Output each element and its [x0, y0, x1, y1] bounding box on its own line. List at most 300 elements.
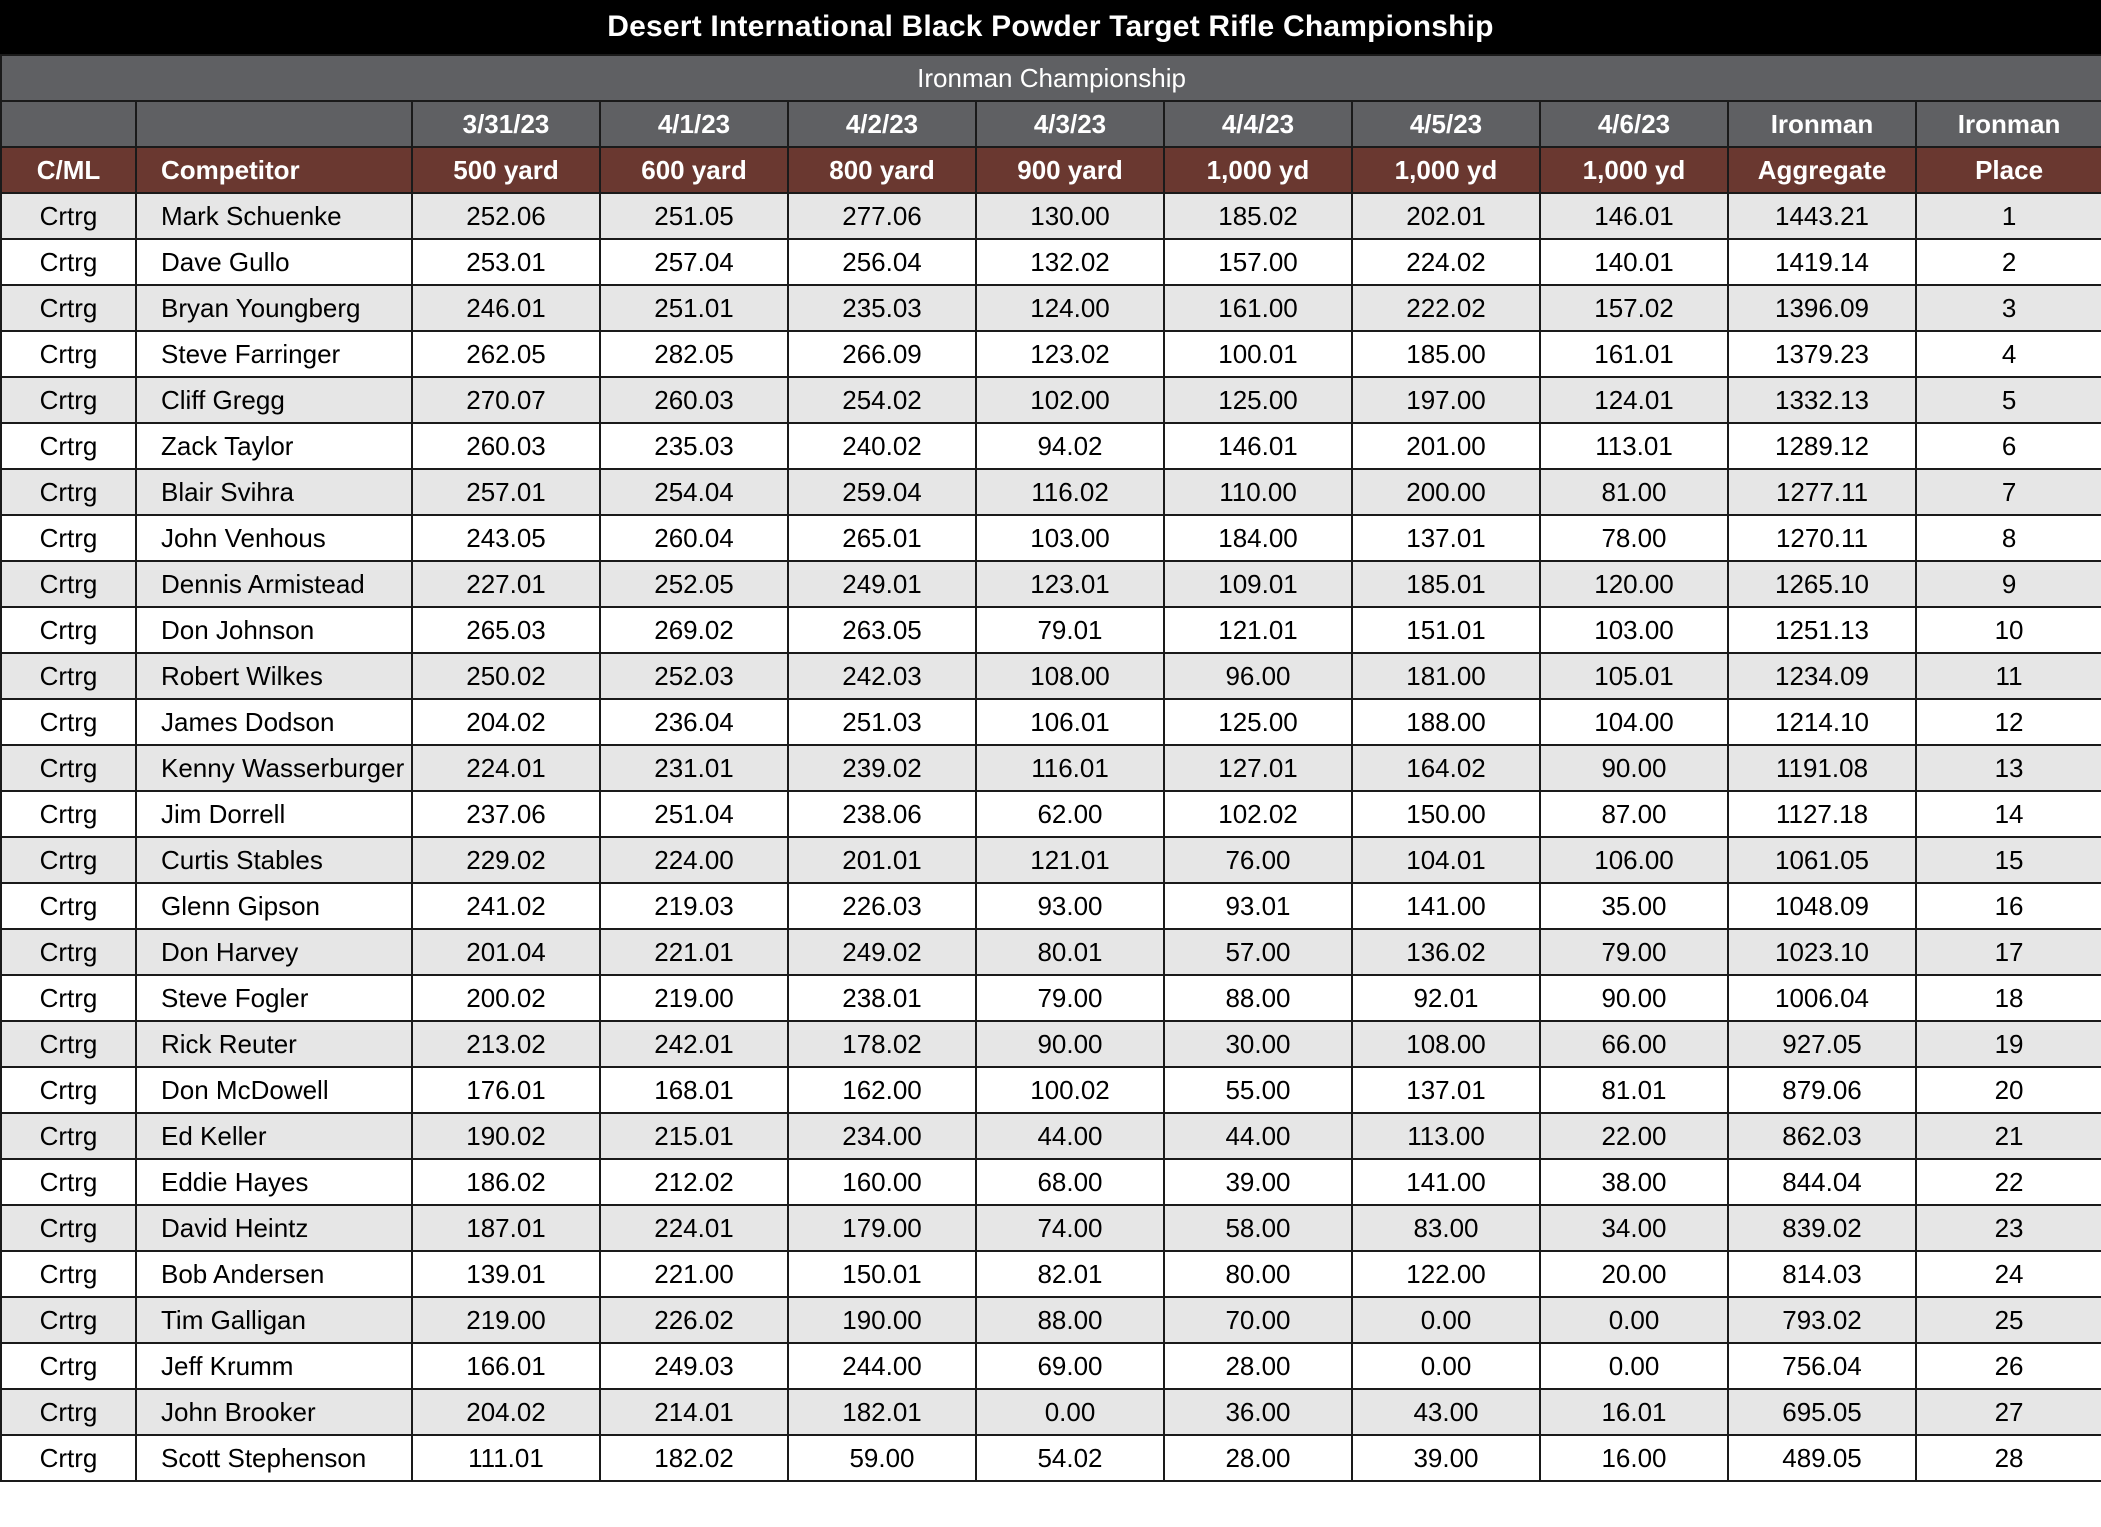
place-cell: 24: [1916, 1251, 2101, 1297]
table-row: [1, 285, 2101, 331]
score-1000-yd-day6-cell: 188.00: [1352, 699, 1540, 745]
score-800-yard-cell: 238.06: [788, 791, 976, 837]
score-1000-yd-day7-cell: 105.01: [1540, 653, 1728, 699]
score-600-yard-cell: 242.01: [600, 1021, 788, 1067]
score-1000-yd-day6-cell: 181.00: [1352, 653, 1540, 699]
place-cell: 23: [1916, 1205, 2101, 1251]
score-600-yard-cell: 235.03: [600, 423, 788, 469]
table-row: [1, 423, 2101, 469]
score-1000-yd-day5-cell: 30.00: [1164, 1021, 1352, 1067]
competitor-cell: Ed Keller: [136, 1113, 412, 1159]
score-800-yard-cell: 249.02: [788, 929, 976, 975]
score-1000-yd-day6-cell: 201.00: [1352, 423, 1540, 469]
class-cell: Crtrg: [1, 1251, 136, 1297]
score-1000-yd-day7-cell: 66.00: [1540, 1021, 1728, 1067]
competitor-cell: Kenny Wasserburger: [136, 745, 412, 791]
aggregate-cell: 793.02: [1728, 1297, 1916, 1343]
column-header-competitor: Competitor: [136, 147, 412, 193]
aggregate-cell: 1289.12: [1728, 423, 1916, 469]
score-1000-yd-day5-cell: 55.00: [1164, 1067, 1352, 1113]
table-row: [1, 469, 2101, 515]
aggregate-cell: 839.02: [1728, 1205, 1916, 1251]
score-1000-yd-day7-cell: 0.00: [1540, 1297, 1728, 1343]
score-500-yard-cell: 166.01: [412, 1343, 600, 1389]
date-header-cell: 4/5/23: [1352, 101, 1540, 147]
competitor-cell: Don Johnson: [136, 607, 412, 653]
subtitle-row: [1, 55, 2101, 101]
class-cell: Crtrg: [1, 745, 136, 791]
score-1000-yd-day5-cell: 161.00: [1164, 285, 1352, 331]
aggregate-cell: 1332.13: [1728, 377, 1916, 423]
date-header-cell: 4/4/23: [1164, 101, 1352, 147]
date-header-cell: [1, 101, 136, 147]
score-600-yard-cell: 236.04: [600, 699, 788, 745]
place-cell: 17: [1916, 929, 2101, 975]
score-600-yard-cell: 224.01: [600, 1205, 788, 1251]
class-cell: Crtrg: [1, 1205, 136, 1251]
place-cell: 9: [1916, 561, 2101, 607]
score-1000-yd-day7-cell: 124.01: [1540, 377, 1728, 423]
score-800-yard-cell: 182.01: [788, 1389, 976, 1435]
score-1000-yd-day6-cell: 137.01: [1352, 515, 1540, 561]
score-1000-yd-day6-cell: 83.00: [1352, 1205, 1540, 1251]
place-cell: 18: [1916, 975, 2101, 1021]
score-500-yard-cell: 262.05: [412, 331, 600, 377]
class-cell: Crtrg: [1, 1343, 136, 1389]
score-600-yard-cell: 221.00: [600, 1251, 788, 1297]
table-row: [1, 791, 2101, 837]
score-900-yard-cell: 103.00: [976, 515, 1164, 561]
aggregate-cell: 1443.21: [1728, 193, 1916, 239]
score-1000-yd-day5-cell: 39.00: [1164, 1159, 1352, 1205]
score-1000-yd-day6-cell: 43.00: [1352, 1389, 1540, 1435]
score-500-yard-cell: 243.05: [412, 515, 600, 561]
score-500-yard-cell: 224.01: [412, 745, 600, 791]
score-500-yard-cell: 257.01: [412, 469, 600, 515]
score-900-yard-cell: 123.02: [976, 331, 1164, 377]
score-1000-yd-day7-cell: 157.02: [1540, 285, 1728, 331]
score-1000-yd-day5-cell: 93.01: [1164, 883, 1352, 929]
score-500-yard-cell: 111.01: [412, 1435, 600, 1481]
score-1000-yd-day7-cell: 87.00: [1540, 791, 1728, 837]
score-900-yard-cell: 80.01: [976, 929, 1164, 975]
competitor-cell: Steve Fogler: [136, 975, 412, 1021]
score-1000-yd-day6-cell: 202.01: [1352, 193, 1540, 239]
score-800-yard-cell: 251.03: [788, 699, 976, 745]
table-row: [1, 745, 2101, 791]
score-500-yard-cell: 253.01: [412, 239, 600, 285]
score-900-yard-cell: 79.01: [976, 607, 1164, 653]
score-1000-yd-day5-cell: 44.00: [1164, 1113, 1352, 1159]
results-table: [0, 54, 2101, 1482]
aggregate-cell: 844.04: [1728, 1159, 1916, 1205]
score-1000-yd-day7-cell: 79.00: [1540, 929, 1728, 975]
score-1000-yd-day7-cell: 22.00: [1540, 1113, 1728, 1159]
score-1000-yd-day7-cell: 90.00: [1540, 745, 1728, 791]
aggregate-cell: 1396.09: [1728, 285, 1916, 331]
score-900-yard-cell: 121.01: [976, 837, 1164, 883]
score-1000-yd-day7-cell: 90.00: [1540, 975, 1728, 1021]
date-header-cell: [136, 101, 412, 147]
score-500-yard-cell: 219.00: [412, 1297, 600, 1343]
score-600-yard-cell: 260.03: [600, 377, 788, 423]
score-600-yard-cell: 221.01: [600, 929, 788, 975]
score-500-yard-cell: 213.02: [412, 1021, 600, 1067]
place-cell: 12: [1916, 699, 2101, 745]
aggregate-cell: 1251.13: [1728, 607, 1916, 653]
class-cell: Crtrg: [1, 193, 136, 239]
score-1000-yd-day5-cell: 109.01: [1164, 561, 1352, 607]
score-600-yard-cell: 168.01: [600, 1067, 788, 1113]
date-header-cell: 4/1/23: [600, 101, 788, 147]
competitor-cell: Zack Taylor: [136, 423, 412, 469]
aggregate-cell: 1127.18: [1728, 791, 1916, 837]
score-800-yard-cell: 226.03: [788, 883, 976, 929]
competitor-cell: Don McDowell: [136, 1067, 412, 1113]
score-1000-yd-day6-cell: 151.01: [1352, 607, 1540, 653]
class-cell: Crtrg: [1, 1113, 136, 1159]
table-row: [1, 929, 2101, 975]
class-cell: Crtrg: [1, 1067, 136, 1113]
score-500-yard-cell: 201.04: [412, 929, 600, 975]
score-900-yard-cell: 44.00: [976, 1113, 1164, 1159]
place-cell: 25: [1916, 1297, 2101, 1343]
score-900-yard-cell: 74.00: [976, 1205, 1164, 1251]
competitor-cell: Scott Stephenson: [136, 1435, 412, 1481]
table-row: [1, 653, 2101, 699]
score-1000-yd-day6-cell: 136.02: [1352, 929, 1540, 975]
score-800-yard-cell: 259.04: [788, 469, 976, 515]
score-900-yard-cell: 132.02: [976, 239, 1164, 285]
place-cell: 10: [1916, 607, 2101, 653]
competitor-cell: John Brooker: [136, 1389, 412, 1435]
score-500-yard-cell: 186.02: [412, 1159, 600, 1205]
score-1000-yd-day6-cell: 185.01: [1352, 561, 1540, 607]
column-header-aggregate: Aggregate: [1728, 147, 1916, 193]
score-1000-yd-day7-cell: 104.00: [1540, 699, 1728, 745]
score-1000-yd-day7-cell: 34.00: [1540, 1205, 1728, 1251]
score-800-yard-cell: 249.01: [788, 561, 976, 607]
score-1000-yd-day6-cell: 197.00: [1352, 377, 1540, 423]
competitor-cell: John Venhous: [136, 515, 412, 561]
score-1000-yd-day7-cell: 20.00: [1540, 1251, 1728, 1297]
score-900-yard-cell: 62.00: [976, 791, 1164, 837]
score-600-yard-cell: 254.04: [600, 469, 788, 515]
aggregate-cell: 695.05: [1728, 1389, 1916, 1435]
table-row: [1, 239, 2101, 285]
place-cell: 8: [1916, 515, 2101, 561]
competitor-cell: Tim Galligan: [136, 1297, 412, 1343]
score-500-yard-cell: 241.02: [412, 883, 600, 929]
score-1000-yd-day6-cell: 164.02: [1352, 745, 1540, 791]
score-1000-yd-day5-cell: 110.00: [1164, 469, 1352, 515]
date-header-cell: 4/6/23: [1540, 101, 1728, 147]
aggregate-cell: 862.03: [1728, 1113, 1916, 1159]
score-900-yard-cell: 79.00: [976, 975, 1164, 1021]
score-1000-yd-day6-cell: 141.00: [1352, 883, 1540, 929]
score-500-yard-cell: 270.07: [412, 377, 600, 423]
place-cell: 7: [1916, 469, 2101, 515]
score-600-yard-cell: 219.00: [600, 975, 788, 1021]
score-1000-yd-day7-cell: 106.00: [1540, 837, 1728, 883]
score-1000-yd-day6-cell: 122.00: [1352, 1251, 1540, 1297]
place-cell: 14: [1916, 791, 2101, 837]
score-800-yard-cell: 234.00: [788, 1113, 976, 1159]
score-1000-yd-day5-cell: 76.00: [1164, 837, 1352, 883]
competitor-cell: Robert Wilkes: [136, 653, 412, 699]
column-header-1000-yd: 1,000 yd: [1164, 147, 1352, 193]
score-1000-yd-day5-cell: 100.01: [1164, 331, 1352, 377]
class-cell: Crtrg: [1, 1021, 136, 1067]
score-600-yard-cell: 182.02: [600, 1435, 788, 1481]
score-800-yard-cell: 162.00: [788, 1067, 976, 1113]
score-1000-yd-day7-cell: 16.00: [1540, 1435, 1728, 1481]
class-cell: Crtrg: [1, 1435, 136, 1481]
table-row: [1, 1435, 2101, 1481]
score-800-yard-cell: 235.03: [788, 285, 976, 331]
score-1000-yd-day7-cell: 81.01: [1540, 1067, 1728, 1113]
class-cell: Crtrg: [1, 607, 136, 653]
score-1000-yd-day7-cell: 146.01: [1540, 193, 1728, 239]
place-cell: 20: [1916, 1067, 2101, 1113]
column-header-row: [1, 147, 2101, 193]
score-600-yard-cell: 251.05: [600, 193, 788, 239]
score-900-yard-cell: 93.00: [976, 883, 1164, 929]
competitor-cell: Dennis Armistead: [136, 561, 412, 607]
table-row: [1, 561, 2101, 607]
class-cell: Crtrg: [1, 239, 136, 285]
score-800-yard-cell: 242.03: [788, 653, 976, 699]
competitor-cell: Cliff Gregg: [136, 377, 412, 423]
score-500-yard-cell: 252.06: [412, 193, 600, 239]
column-header-class: C/ML: [1, 147, 136, 193]
score-800-yard-cell: 59.00: [788, 1435, 976, 1481]
score-1000-yd-day7-cell: 161.01: [1540, 331, 1728, 377]
place-cell: 16: [1916, 883, 2101, 929]
score-800-yard-cell: 263.05: [788, 607, 976, 653]
competitor-cell: Jeff Krumm: [136, 1343, 412, 1389]
column-header-place: Place: [1916, 147, 2101, 193]
class-cell: Crtrg: [1, 423, 136, 469]
competitor-cell: Curtis Stables: [136, 837, 412, 883]
score-600-yard-cell: 257.04: [600, 239, 788, 285]
column-header-600-yard: 600 yard: [600, 147, 788, 193]
score-1000-yd-day5-cell: 185.02: [1164, 193, 1352, 239]
score-900-yard-cell: 82.01: [976, 1251, 1164, 1297]
score-900-yard-cell: 90.00: [976, 1021, 1164, 1067]
table-row: [1, 1113, 2101, 1159]
competitor-cell: Dave Gullo: [136, 239, 412, 285]
score-1000-yd-day6-cell: 200.00: [1352, 469, 1540, 515]
score-900-yard-cell: 123.01: [976, 561, 1164, 607]
score-900-yard-cell: 68.00: [976, 1159, 1164, 1205]
score-900-yard-cell: 124.00: [976, 285, 1164, 331]
score-1000-yd-day7-cell: 113.01: [1540, 423, 1728, 469]
score-1000-yd-day5-cell: 36.00: [1164, 1389, 1352, 1435]
competitor-cell: Steve Farringer: [136, 331, 412, 377]
score-600-yard-cell: 282.05: [600, 331, 788, 377]
aggregate-cell: 1277.11: [1728, 469, 1916, 515]
score-900-yard-cell: 106.01: [976, 699, 1164, 745]
score-500-yard-cell: 237.06: [412, 791, 600, 837]
class-cell: Crtrg: [1, 975, 136, 1021]
score-1000-yd-day5-cell: 157.00: [1164, 239, 1352, 285]
table-row: [1, 331, 2101, 377]
score-800-yard-cell: 265.01: [788, 515, 976, 561]
score-800-yard-cell: 238.01: [788, 975, 976, 1021]
place-cell: 6: [1916, 423, 2101, 469]
table-row: [1, 1389, 2101, 1435]
table-row: [1, 1159, 2101, 1205]
date-header-cell: 3/31/23: [412, 101, 600, 147]
score-1000-yd-day5-cell: 57.00: [1164, 929, 1352, 975]
score-1000-yd-day7-cell: 78.00: [1540, 515, 1728, 561]
score-1000-yd-day7-cell: 35.00: [1540, 883, 1728, 929]
score-1000-yd-day5-cell: 88.00: [1164, 975, 1352, 1021]
table-row: [1, 1297, 2101, 1343]
class-cell: Crtrg: [1, 1159, 136, 1205]
score-800-yard-cell: 240.02: [788, 423, 976, 469]
score-900-yard-cell: 100.02: [976, 1067, 1164, 1113]
score-800-yard-cell: 277.06: [788, 193, 976, 239]
date-header-cell: Ironman: [1728, 101, 1916, 147]
class-cell: Crtrg: [1, 653, 136, 699]
place-cell: 11: [1916, 653, 2101, 699]
place-cell: 15: [1916, 837, 2101, 883]
score-1000-yd-day7-cell: 103.00: [1540, 607, 1728, 653]
class-cell: Crtrg: [1, 1389, 136, 1435]
score-600-yard-cell: 212.02: [600, 1159, 788, 1205]
score-1000-yd-day7-cell: 38.00: [1540, 1159, 1728, 1205]
score-900-yard-cell: 88.00: [976, 1297, 1164, 1343]
date-header-row: [1, 101, 2101, 147]
score-800-yard-cell: 190.00: [788, 1297, 976, 1343]
aggregate-cell: 1265.10: [1728, 561, 1916, 607]
aggregate-cell: 1379.23: [1728, 331, 1916, 377]
table-row: [1, 1251, 2101, 1297]
score-800-yard-cell: 179.00: [788, 1205, 976, 1251]
place-cell: 28: [1916, 1435, 2101, 1481]
score-1000-yd-day6-cell: 137.01: [1352, 1067, 1540, 1113]
score-900-yard-cell: 0.00: [976, 1389, 1164, 1435]
score-800-yard-cell: 266.09: [788, 331, 976, 377]
score-1000-yd-day6-cell: 185.00: [1352, 331, 1540, 377]
score-900-yard-cell: 116.02: [976, 469, 1164, 515]
score-800-yard-cell: 254.02: [788, 377, 976, 423]
score-800-yard-cell: 239.02: [788, 745, 976, 791]
table-subtitle: Ironman Championship: [1, 55, 2101, 101]
score-1000-yd-day5-cell: 28.00: [1164, 1343, 1352, 1389]
score-500-yard-cell: 139.01: [412, 1251, 600, 1297]
score-1000-yd-day5-cell: 127.01: [1164, 745, 1352, 791]
score-500-yard-cell: 227.01: [412, 561, 600, 607]
place-cell: 19: [1916, 1021, 2101, 1067]
table-row: [1, 837, 2101, 883]
place-cell: 2: [1916, 239, 2101, 285]
score-500-yard-cell: 229.02: [412, 837, 600, 883]
table-row: [1, 193, 2101, 239]
score-600-yard-cell: 231.01: [600, 745, 788, 791]
score-600-yard-cell: 252.05: [600, 561, 788, 607]
class-cell: Crtrg: [1, 837, 136, 883]
score-600-yard-cell: 251.01: [600, 285, 788, 331]
table-row: [1, 377, 2101, 423]
column-header-1000-yd: 1,000 yd: [1540, 147, 1728, 193]
class-cell: Crtrg: [1, 331, 136, 377]
place-cell: 22: [1916, 1159, 2101, 1205]
competitor-cell: Bryan Youngberg: [136, 285, 412, 331]
score-800-yard-cell: 201.01: [788, 837, 976, 883]
aggregate-cell: 489.05: [1728, 1435, 1916, 1481]
table-row: [1, 607, 2101, 653]
competitor-cell: Eddie Hayes: [136, 1159, 412, 1205]
score-1000-yd-day5-cell: 58.00: [1164, 1205, 1352, 1251]
score-1000-yd-day6-cell: 224.02: [1352, 239, 1540, 285]
aggregate-cell: 1048.09: [1728, 883, 1916, 929]
score-500-yard-cell: 190.02: [412, 1113, 600, 1159]
score-1000-yd-day6-cell: 113.00: [1352, 1113, 1540, 1159]
score-1000-yd-day5-cell: 146.01: [1164, 423, 1352, 469]
score-500-yard-cell: 204.02: [412, 1389, 600, 1435]
class-cell: Crtrg: [1, 515, 136, 561]
score-600-yard-cell: 219.03: [600, 883, 788, 929]
score-900-yard-cell: 116.01: [976, 745, 1164, 791]
score-1000-yd-day5-cell: 80.00: [1164, 1251, 1352, 1297]
table-row: [1, 515, 2101, 561]
score-1000-yd-day6-cell: 92.01: [1352, 975, 1540, 1021]
column-header-800-yard: 800 yard: [788, 147, 976, 193]
score-1000-yd-day6-cell: 104.01: [1352, 837, 1540, 883]
table-row: [1, 1021, 2101, 1067]
score-1000-yd-day6-cell: 108.00: [1352, 1021, 1540, 1067]
competitor-cell: James Dodson: [136, 699, 412, 745]
table-row: [1, 1067, 2101, 1113]
competitor-cell: Jim Dorrell: [136, 791, 412, 837]
class-cell: Crtrg: [1, 699, 136, 745]
score-1000-yd-day5-cell: 125.00: [1164, 377, 1352, 423]
score-500-yard-cell: 187.01: [412, 1205, 600, 1251]
place-cell: 13: [1916, 745, 2101, 791]
score-600-yard-cell: 249.03: [600, 1343, 788, 1389]
class-cell: Crtrg: [1, 929, 136, 975]
page-title: Desert International Black Powder Target Rifle Championship: [0, 0, 2101, 54]
class-cell: Crtrg: [1, 469, 136, 515]
score-600-yard-cell: 251.04: [600, 791, 788, 837]
score-600-yard-cell: 260.04: [600, 515, 788, 561]
score-500-yard-cell: 246.01: [412, 285, 600, 331]
date-header-cell: 4/2/23: [788, 101, 976, 147]
score-900-yard-cell: 130.00: [976, 193, 1164, 239]
class-cell: Crtrg: [1, 791, 136, 837]
score-1000-yd-day6-cell: 150.00: [1352, 791, 1540, 837]
column-header-1000-yd: 1,000 yd: [1352, 147, 1540, 193]
table-row: [1, 1205, 2101, 1251]
date-header-cell: Ironman: [1916, 101, 2101, 147]
aggregate-cell: 879.06: [1728, 1067, 1916, 1113]
score-1000-yd-day6-cell: 141.00: [1352, 1159, 1540, 1205]
class-cell: Crtrg: [1, 1297, 136, 1343]
aggregate-cell: 1006.04: [1728, 975, 1916, 1021]
aggregate-cell: 1023.10: [1728, 929, 1916, 975]
score-600-yard-cell: 269.02: [600, 607, 788, 653]
score-900-yard-cell: 69.00: [976, 1343, 1164, 1389]
score-1000-yd-day7-cell: 81.00: [1540, 469, 1728, 515]
competitor-cell: Glenn Gipson: [136, 883, 412, 929]
table-row: [1, 883, 2101, 929]
table-row: [1, 975, 2101, 1021]
aggregate-cell: 1234.09: [1728, 653, 1916, 699]
table-row: [1, 699, 2101, 745]
